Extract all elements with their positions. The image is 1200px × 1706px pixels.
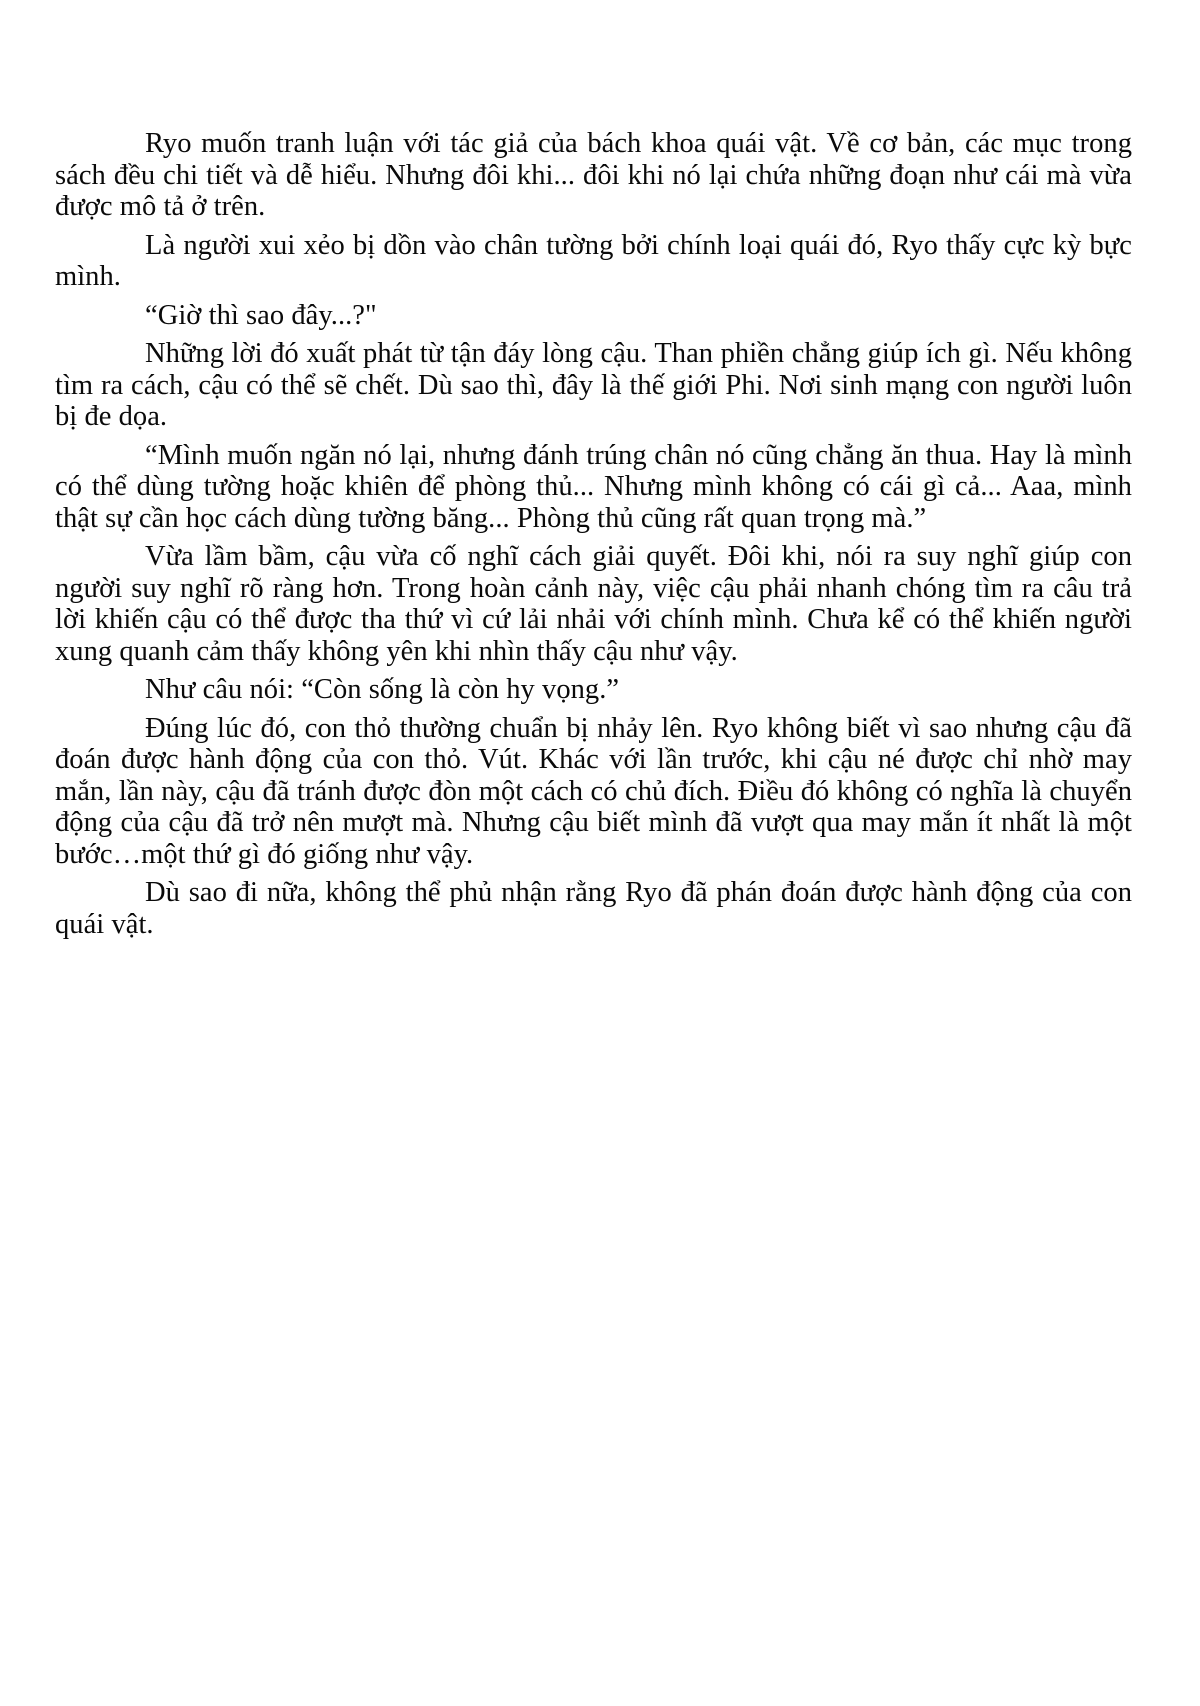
paragraph: Như câu nói: “Còn sống là còn hy vọng.” <box>145 674 620 705</box>
paragraph: Vừa lầm bầm, cậu vừa cố nghĩ cách giải quyết. Đôi khi, nói ra suy nghĩ giúp con người suy nghĩ rõ ràng hơn. Trong hoàn cảnh này, việc cậu phải nhanh chóng tìm ra câu trả lời khiến cậu có thể được tha thứ vì cứ lải nhải với chính mình. Chưa kể có thể khiến người xung quanh cảm thấy không yên khi nhìn thấy cậu như vậy. <box>55 541 1132 667</box>
paragraph: Là người xui xẻo bị dồn vào chân tường bởi chính loại quái đó, Ryo thấy cực kỳ bực mình. <box>55 229 1132 292</box>
paragraph: Dù sao đi nữa, không thể phủ nhận rằng Ryo đã phán đoán được hành động của con quái vật. <box>55 877 1132 940</box>
paragraph: Ryo muốn tranh luận với tác giả của bách khoa quái vật. Về cơ bản, các mục trong sách đều chi tiết và dễ hiểu. Nhưng đôi khi... đôi khi nó lại chứa những đoạn như cái mà vừa được mô tả ở trên. <box>55 128 1132 222</box>
paragraph: “Giờ thì sao đây...?" <box>145 299 377 331</box>
body-text <box>55 128 1132 947</box>
paragraph: Đúng lúc đó, con thỏ thường chuẩn bị nhảy lên. Ryo không biết vì sao nhưng cậu đã đoán được hành động của con thỏ. Vút. Khác với lần trước, khi cậu né được chỉ nhờ may mắn, lần này, cậu đã tránh được đòn một cách có chủ đích. Điều đó không có nghĩa là chuyển động của cậu đã trở nên mượt mà. Nhưng cậu biết mình đã vượt qua may mắn ít nhất là một bước…một thứ gì đó giống như vậy. <box>55 712 1132 870</box>
paragraph: “Mình muốn ngăn nó lại, nhưng đánh trúng chân nó cũng chẳng ăn thua. Hay là mình có thể dùng tường hoặc khiên để phòng thủ... Nhưng mình không có cái gì cả... Aaa, mình thật sự cần học cách dùng tường băng... Phòng thủ cũng rất quan trọng mà.” <box>55 439 1132 534</box>
paragraph: Những lời đó xuất phát từ tận đáy lòng cậu. Than phiền chẳng giúp ích gì. Nếu không tìm ra cách, cậu có thể sẽ chết. Dù sao thì, đây là thế giới Phi. Nơi sinh mạng con người luôn bị đe dọa. <box>55 338 1132 432</box>
